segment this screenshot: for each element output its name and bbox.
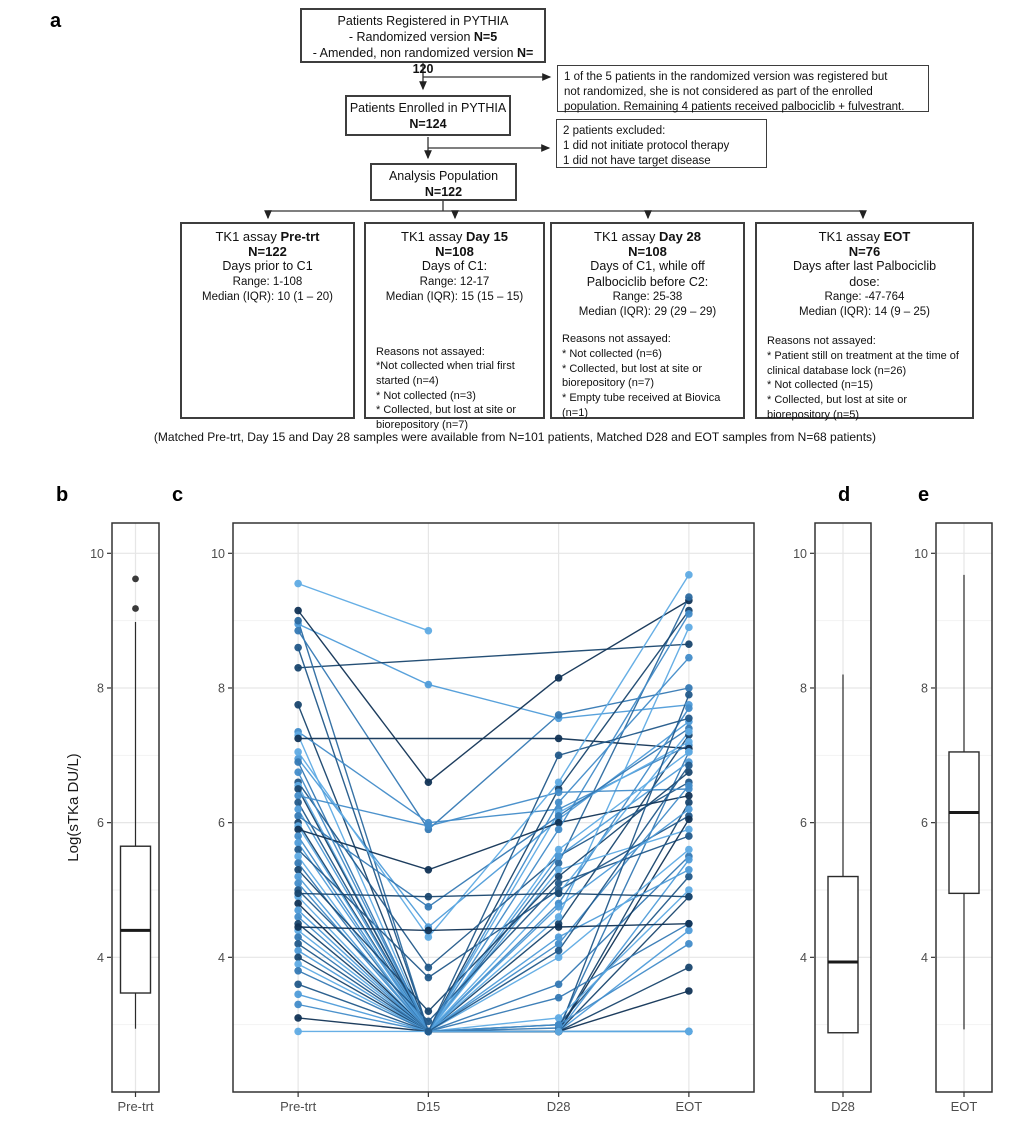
svg-text:D28: D28 — [546, 1099, 571, 1114]
assay-range: Range: 25-38 — [612, 291, 683, 304]
text-line: * Not collected (n=15) — [767, 379, 874, 392]
text-line: not randomized, she is not considered as part of the enrolled — [564, 85, 873, 98]
panel-letter-b: b — [56, 484, 69, 506]
text-line: population. Remaining 4 patients received palbociclib + fulvestrant. — [564, 100, 905, 113]
svg-text:8: 8 — [97, 681, 104, 696]
svg-text:10: 10 — [793, 546, 807, 561]
registered-line3: - Amended, non randomized version N= 120 — [312, 46, 534, 76]
svg-text:4: 4 — [97, 950, 104, 965]
assay-range: Range: -47-764 — [824, 291, 905, 304]
text-line: * Collected, but lost at site or biorepository (n=7) — [562, 362, 703, 390]
text-line: Days prior to C1 — [222, 259, 313, 273]
text-line: 1 of the 5 patients in the randomized version was registered but — [564, 71, 888, 83]
svg-text:10: 10 — [90, 546, 104, 561]
text-line: *Not collected when trial first started (n=4) — [376, 360, 515, 387]
svg-text:8: 8 — [218, 681, 225, 696]
assay-n: N=108 — [435, 244, 474, 259]
enrolled-line1: Patients Enrolled in PYTHIA — [349, 101, 507, 115]
svg-text:4: 4 — [800, 950, 807, 965]
assay-n: N=122 — [248, 244, 287, 259]
panel-letter-a: a — [50, 10, 62, 32]
svg-text:EOT: EOT — [950, 1099, 978, 1114]
enrolled-n: N=124 — [409, 117, 447, 131]
flowchart-caption: (Matched Pre-trt, Day 15 and Day 28 samples were available from N=101 patients, Matched D28 and EOT samples from N=68 patients) — [153, 430, 877, 444]
svg-text:8: 8 — [800, 681, 807, 696]
text-line: Reasons not assayed: — [562, 333, 671, 346]
svg-text:EOT: EOT — [675, 1099, 703, 1114]
text-line: * Collected, but lost at site or biorepository (n=5) — [767, 394, 908, 421]
panel-letter-e: e — [918, 484, 930, 506]
text-line: Days of C1: — [421, 259, 488, 273]
text-line: Days of C1, while off — [590, 259, 705, 273]
text-line: * Collected, but lost at site or biorepository (n=7) — [376, 404, 517, 432]
analysis-n: N=122 — [424, 185, 463, 199]
assay-median: Median (IQR): 14 (9 – 25) — [798, 306, 931, 319]
text-line: 1 did not initiate protocol therapy — [563, 139, 730, 152]
svg-text:10: 10 — [914, 546, 928, 561]
registered-line2: - Randomized version N=5 — [348, 30, 498, 44]
panel-letter-d: d — [838, 484, 851, 506]
registered-line1: Patients Registered in PYTHIA — [337, 14, 509, 28]
text-line: Palbociclib before C2: — [586, 274, 709, 289]
svg-text:D28: D28 — [831, 1099, 855, 1114]
text-line: * Not collected (n=6) — [562, 347, 662, 360]
svg-text:4: 4 — [921, 950, 928, 965]
chart-panel-e — [914, 523, 992, 1114]
assay-n: N=76 — [848, 244, 881, 259]
chart-panel-d — [793, 523, 871, 1114]
svg-text:4: 4 — [218, 950, 225, 965]
assay-range: Range: 1-108 — [232, 275, 303, 288]
panel-letter-c: c — [172, 484, 184, 506]
svg-text:8: 8 — [921, 681, 928, 696]
svg-text:10: 10 — [211, 546, 225, 561]
text-line: Days after last Palbociclib — [792, 259, 937, 273]
chart-panel-c — [211, 523, 754, 1114]
assay-median: Median (IQR): 15 (15 – 15) — [385, 290, 524, 303]
svg-text:Log(sTKa DU/L): Log(sTKa DU/L) — [65, 753, 82, 862]
svg-text:6: 6 — [800, 816, 807, 831]
svg-text:6: 6 — [921, 816, 928, 831]
text-line: * Not collected (n=3) — [376, 389, 476, 402]
svg-text:6: 6 — [218, 816, 225, 831]
text-line: Reasons not assayed: — [767, 335, 876, 348]
assay-title: TK1 assay Pre-trt — [215, 229, 320, 244]
text-line: Reasons not assayed: — [376, 345, 485, 358]
assay-median: Median (IQR): 29 (29 – 29) — [578, 306, 717, 319]
assay-title: TK1 assay Day 15 — [401, 229, 508, 244]
svg-text:Pre-trt: Pre-trt — [117, 1099, 154, 1114]
chart-panel-b — [65, 523, 159, 1114]
text-line: dose: — [849, 274, 880, 289]
assay-title: TK1 assay EOT — [818, 229, 911, 244]
text-line: * Empty tube received at Biovica (n=1) — [562, 392, 721, 419]
assay-n: N=108 — [628, 244, 667, 259]
text-line: * Patient still on treatment at the time of clinical database lock (n=26) — [767, 349, 959, 377]
analysis-line1: Analysis Population — [388, 169, 499, 183]
svg-text:D15: D15 — [416, 1099, 441, 1114]
svg-text:6: 6 — [97, 816, 104, 831]
assay-median: Median (IQR): 10 (1 – 20) — [201, 290, 334, 303]
text-line: 2 patients excluded: — [563, 125, 666, 137]
assay-title: TK1 assay Day 28 — [594, 229, 701, 244]
svg-text:Pre-trt: Pre-trt — [280, 1099, 317, 1114]
text-line: 1 did not have target disease — [563, 154, 711, 167]
assay-range: Range: 12-17 — [419, 275, 490, 288]
